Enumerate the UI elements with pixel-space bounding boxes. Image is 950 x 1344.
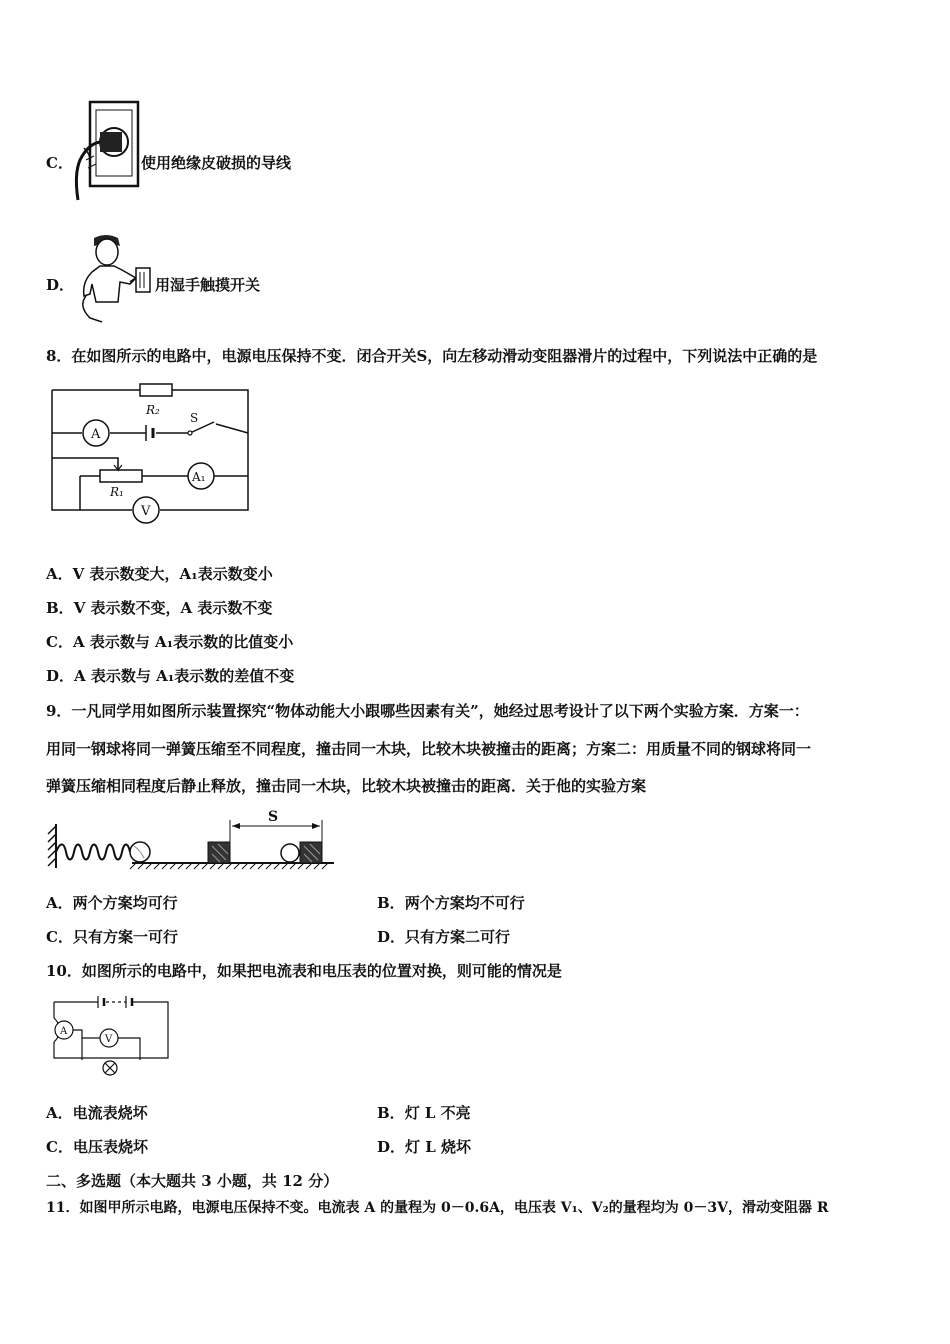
q8-voltmeter-label: V bbox=[141, 504, 151, 519]
q9-option-d: D．只有方案二可行 bbox=[377, 928, 511, 946]
option-d-text: 用湿手触摸开关 bbox=[155, 276, 261, 294]
q10-circuit-diagram bbox=[44, 994, 180, 1080]
q8-option-c: C．A 表示数与 A₁表示数的比值变小 bbox=[46, 633, 294, 651]
q10-ammeter-label: A bbox=[60, 1026, 68, 1037]
socket-illustration bbox=[70, 100, 142, 202]
q11-stem: 11．如图甲所示电路，电源电压保持不变。电流表 A 的量程为 0－0.6A，电压表 V₁、V₂的量程均为 0－3V，滑动变阻器 R bbox=[46, 1200, 829, 1216]
q10-option-b: B．灯 L 不亮 bbox=[377, 1104, 471, 1122]
q8-option-d: D．A 表示数与 A₁表示数的差值不变 bbox=[46, 667, 295, 685]
q8-option-b: B．V 表示数不变，A 表示数不变 bbox=[46, 599, 273, 617]
q8-r2-label: R₂ bbox=[146, 403, 160, 417]
q10-option-c: C．电压表烧坏 bbox=[46, 1138, 148, 1156]
option-d-letter: D． bbox=[46, 276, 75, 294]
q10-stem: 10．如图所示的电路中，如果把电流表和电压表的位置对换，则可能的情况是 bbox=[46, 962, 562, 980]
q10-voltmeter-label: V bbox=[105, 1034, 113, 1045]
q8-r1-label: R₁ bbox=[110, 485, 124, 499]
q9-stem-line2: 用同一钢球将同一弹簧压缩至不同程度，撞击同一木块，比较木块被撞击的距离；方案二：用质量不同的钢球将同一 bbox=[46, 740, 812, 758]
q8-switch-label: S bbox=[190, 411, 199, 425]
q9-stem-line3: 弹簧压缩相同程度后静止释放，撞击同一木块，比较木块被撞击的距离．关于他的实验方案 bbox=[46, 777, 647, 795]
option-c-text: 使用绝缘皮破损的导线 bbox=[141, 154, 292, 172]
q8-ammeter1-label: A₁ bbox=[192, 470, 206, 484]
option-c-letter: C． bbox=[46, 154, 73, 172]
q9-option-c: C．只有方案一可行 bbox=[46, 928, 178, 946]
boy-touching-switch-illustration bbox=[72, 232, 154, 326]
q9-stem-line1: 9．一凡同学用如图所示装置探究“物体动能大小跟哪些因素有关”，她经过思考设计了以下两个实验方案．方案一： bbox=[46, 702, 809, 720]
q8-stem: 8．在如图所示的电路中，电源电压保持不变．闭合开关S，向左移动滑动变阻器滑片的过程中，下列说法中正确的是 bbox=[46, 347, 818, 365]
q10-option-a: A．电流表烧坏 bbox=[46, 1104, 148, 1122]
q8-option-a: A．V 表示数变大，A₁表示数变小 bbox=[46, 565, 273, 583]
section2-title: 二、多选题（本大题共 3 小题，共 12 分） bbox=[46, 1172, 339, 1190]
q9-distance-label: S bbox=[268, 809, 279, 825]
q10-option-d: D．灯 L 烧坏 bbox=[377, 1138, 472, 1156]
q9-option-b: B．两个方案均不可行 bbox=[377, 894, 525, 912]
q8-circuit-diagram bbox=[40, 378, 260, 528]
q9-option-a: A．两个方案均可行 bbox=[46, 894, 178, 912]
q8-ammeter-label: A bbox=[91, 427, 101, 442]
q9-spring-ball-block-diagram bbox=[44, 806, 340, 874]
